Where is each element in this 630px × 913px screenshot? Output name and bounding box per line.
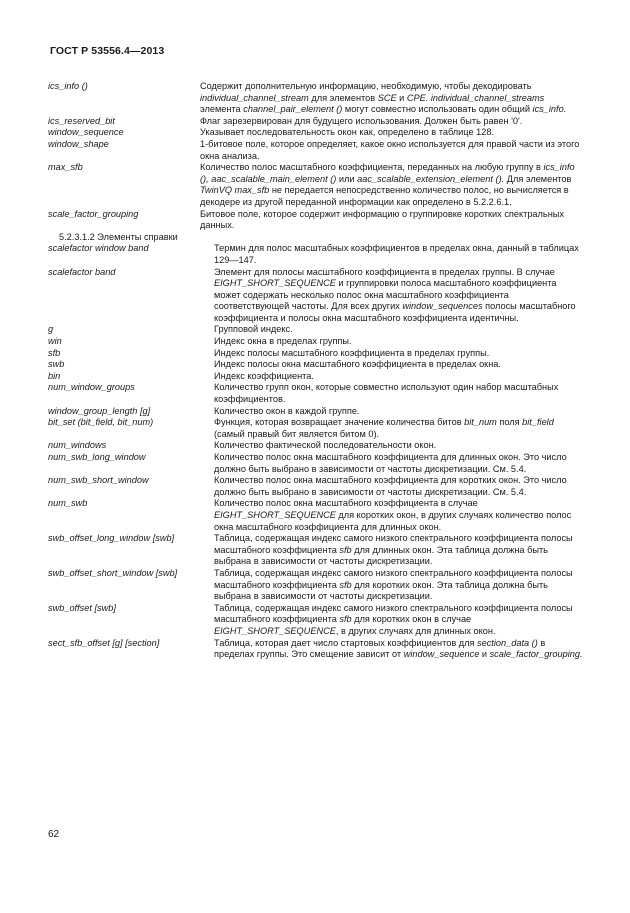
definition-row [48, 127, 584, 139]
definition-text [214, 533, 584, 568]
definition-text [214, 324, 584, 336]
definitions-list-part1 [48, 81, 584, 232]
definition-text [214, 348, 584, 360]
document-body [48, 81, 584, 661]
definition-term: swb_offset [swb] [48, 602, 116, 613]
definition-text-segment: Флаг зарезервирован для будущего использования. Должен быть равен '0'. [200, 115, 523, 126]
definition-text [214, 243, 584, 266]
definition-text-segment: sfb [339, 614, 352, 625]
definition-term: scalefactor window band [48, 243, 149, 254]
definition-row [48, 139, 584, 162]
definition-term: swb_offset_long_window [swb] [48, 533, 175, 544]
definition-text [200, 116, 584, 128]
definition-row [48, 336, 584, 348]
definition-text-segment: EIGHT_SHORT_SEQUENCE [214, 625, 336, 636]
definition-text-segment: section_data () [477, 637, 538, 648]
definition-text-segment: для коротких окон. Эта таблица должна быть выбрана в зависимости от частоты дискретизации. [214, 579, 548, 602]
document-header: ГОСТ Р 53556.4—2013 [50, 45, 165, 57]
definition-text [200, 81, 584, 116]
definition-text-segment: и [396, 92, 407, 103]
definition-text-segment: sfb [339, 579, 352, 590]
definition-text [200, 139, 584, 162]
definition-term: sfb [48, 347, 61, 358]
definition-row [48, 348, 584, 360]
definition-text-segment: Индекс полосы окна масштабного коэффициента в пределах окна. [214, 359, 501, 370]
definition-text-segment: Термин для полос масштабных коэффициентов в пределах окна, данный в таблицах 129—147. [214, 243, 579, 265]
definition-text [214, 382, 584, 405]
definition-text-segment: SCE [377, 92, 397, 103]
definition-term: ics_reserved_bit [48, 115, 115, 126]
definition-text-segment: 1-битовое поле, которое определяет, какое окно используется для правой части из этого окна анализа. [200, 138, 580, 161]
definition-text-segment: для коротких окон в случае [351, 614, 472, 625]
definition-term: g [48, 324, 54, 335]
definition-term: swb [48, 359, 65, 370]
definition-text [200, 127, 584, 139]
definition-row [48, 359, 584, 371]
definition-text-segment: и группировки полоса масштабного коэффициента может содержать несколько полос окна масштабного коэффициента соответствующей частоты. Для всех других [214, 278, 557, 312]
definition-text-segment: Индекс коэффициента. [214, 370, 314, 381]
definition-term: window_sequence [48, 127, 124, 138]
definition-text-segment: window_sequences [402, 301, 483, 312]
definition-text-segment: Для элементов [504, 173, 572, 184]
definition-term: swb_offset_short_window [swb] [48, 567, 178, 578]
definition-term: bin [48, 370, 61, 381]
definition-term: scalefactor band [48, 266, 116, 277]
definition-text [214, 452, 584, 475]
definition-text-segment: window_sequence [403, 649, 480, 660]
definition-text-segment: (самый правый бит является битом 0). [214, 428, 380, 439]
definition-row [48, 568, 584, 603]
definition-text [214, 267, 584, 325]
definition-text-segment: ics_info. [532, 104, 567, 115]
definition-text-segment: Индекс окна в пределах группы. [214, 336, 352, 347]
definition-row [48, 81, 584, 116]
definition-text-segment: Количество окон в каждой группе. [214, 405, 360, 416]
definition-text-segment: EIGHT_SHORT_SEQUENCE [214, 278, 336, 289]
definition-text-segment: Таблица, содержащая индекс самого низкого спектрального коэффициента полосы масштабного коэффициента [214, 567, 573, 590]
definition-text-segment: channel_pair_element () [243, 104, 343, 115]
definition-text-segment: Количество групп окон, которые совместно используют один набор масштабных коэффициентов. [214, 382, 559, 405]
definition-text-segment: aac_scalable_extension_element (). [357, 173, 505, 184]
definition-text-segment: в пределах группы. Это смещение зависит от [214, 637, 546, 660]
definition-text-segment: или [336, 173, 358, 184]
definition-term: scale_factor_grouping [48, 208, 139, 219]
definition-text-segment: не передается непосредственно количество полос, но вычисляется в декодере из другой переданной информации как определено в 5.2.2.6.1. [200, 185, 569, 207]
definition-text-segment: и [479, 649, 490, 660]
definition-text [214, 498, 584, 533]
definition-row [48, 382, 584, 405]
definition-text-segment: для коротких окон, в других случаях количество полос окна масштабного коэффициента для длинных окон. [214, 509, 572, 532]
page-number: 62 [48, 829, 60, 840]
definition-term: ics_info () [48, 81, 88, 91]
definition-text-segment: Указывает последовательность окон как, определено в таблице 128. [200, 127, 494, 138]
definition-text [214, 603, 584, 638]
definition-row [48, 498, 584, 533]
definition-term: win [48, 336, 62, 347]
definition-text-segment: Битовое поле, которое содержит информацию о группировке коротких спектральных данных. [200, 208, 564, 231]
definition-text-segment: Таблица, которая дает число стартовых коэффициентов для [214, 637, 477, 648]
definition-text-segment: элемента [200, 104, 244, 115]
definitions-list-part2 [48, 243, 584, 660]
definition-text [214, 336, 584, 348]
definition-text-segment: Количество полос окна масштабного коэффициента для длинных окон. Это число должно быть выбрано в зависимости от частоты дискретизации. См. 5.4. [214, 452, 567, 474]
definition-text-segment: Индекс полосы масштабного коэффициента в пределах группы. [214, 347, 490, 358]
definition-text-segment: , в других случаях для длинных окон. [335, 625, 496, 636]
definition-text-segment: Элемент для полосы масштабного коэффициента в пределах группы. В случае [214, 266, 555, 277]
definition-text-segment: Групповой индекс. [214, 324, 293, 335]
definition-text-segment: Таблица, содержащая индекс самого низкого спектрального коэффициента полосы масштабного коэффициента [214, 602, 573, 625]
definition-term: window_shape [48, 138, 109, 149]
definition-row [48, 324, 584, 336]
definition-text [214, 417, 584, 440]
definition-text-segment: Количество фактической последовательности окон. [214, 440, 437, 451]
definition-row [48, 406, 584, 418]
definition-row [48, 603, 584, 638]
definition-term: num_windows [48, 440, 107, 451]
definition-text [214, 359, 584, 371]
definition-term: num_swb [48, 498, 88, 509]
definition-text-segment: могут совместно использовать один общий [342, 104, 533, 115]
definition-text-segment: individual_channel_stream [200, 92, 309, 103]
definition-text-segment: bit_field [522, 417, 554, 428]
definition-row [48, 371, 584, 383]
definition-row [48, 417, 584, 440]
definition-text [214, 568, 584, 603]
definition-row [48, 533, 584, 568]
definition-text [214, 406, 584, 418]
definition-text-segment: полосы масштабного коэффициента и полосы окна масштабного коэффициента идентичны. [214, 301, 576, 323]
definition-text-segment: CPE. individual_channel_streams [406, 92, 545, 103]
definition-row [48, 475, 584, 498]
definition-row [48, 116, 584, 128]
definition-text-segment: Таблица, содержащая индекс самого низкого спектрального коэффициента полосы масштабного коэффициента [214, 533, 573, 555]
definition-text-segment: Содержит дополнительную информацию, необходимую, чтобы декодировать [200, 81, 532, 91]
definition-text [200, 162, 584, 208]
definition-text-segment: scale_factor_grouping. [489, 649, 583, 660]
definition-text [214, 638, 584, 661]
definition-term: max_sfb [48, 162, 83, 173]
definition-term: window_group_length [g] [48, 405, 151, 416]
definition-text-segment: bit_num [464, 417, 497, 428]
definition-text [214, 475, 584, 498]
definition-text-segment: для длинных окон. Эта таблица должна быть выбрана в зависимости от частоты дискретизации. [214, 544, 548, 567]
definition-term: num_window_groups [48, 382, 135, 393]
definition-text-segment: sfb [339, 544, 352, 555]
definition-text-segment: Количество полос масштабного коэффициента, переданных на любую группу в [200, 162, 544, 173]
definition-text-segment: Количество полос окна масштабного коэффициента для коротких окон. Это число должно быть выбрано в зависимости от частоты дискретизации. См. 5.4. [214, 475, 567, 497]
definition-row [48, 440, 584, 452]
definition-text [200, 209, 584, 232]
definition-text-segment: поля [496, 417, 523, 428]
definition-text-segment: TwinVQ max_sfb [200, 185, 270, 196]
definition-row [48, 243, 584, 266]
definition-term: num_swb_short_window [48, 475, 149, 486]
definition-term: bit_set (bit_field, bit_num) [48, 417, 154, 428]
definition-row [48, 267, 584, 325]
definition-term: num_swb_long_window [48, 452, 146, 462]
definition-text [214, 440, 584, 452]
definition-text-segment: ics_info (), aac_scalable_main_element () [200, 162, 575, 184]
subsection-heading: 5.2.3.1.2 Элементы справки [59, 231, 178, 242]
definition-term: sect_sfb_offset [g] [section] [48, 637, 160, 648]
definition-row [48, 162, 584, 208]
definition-text [214, 371, 584, 383]
definition-text-segment: Функция, которая возвращает значение количества битов [214, 417, 465, 428]
definition-row [48, 209, 584, 232]
definition-row [48, 638, 584, 661]
definition-text-segment: EIGHT_SHORT_SEQUENCE [214, 509, 336, 520]
definition-text-segment: для элементов [308, 92, 378, 103]
definition-text-segment: Количество полос окна масштабного коэффициента в случае [214, 498, 478, 509]
definition-row [48, 452, 584, 475]
